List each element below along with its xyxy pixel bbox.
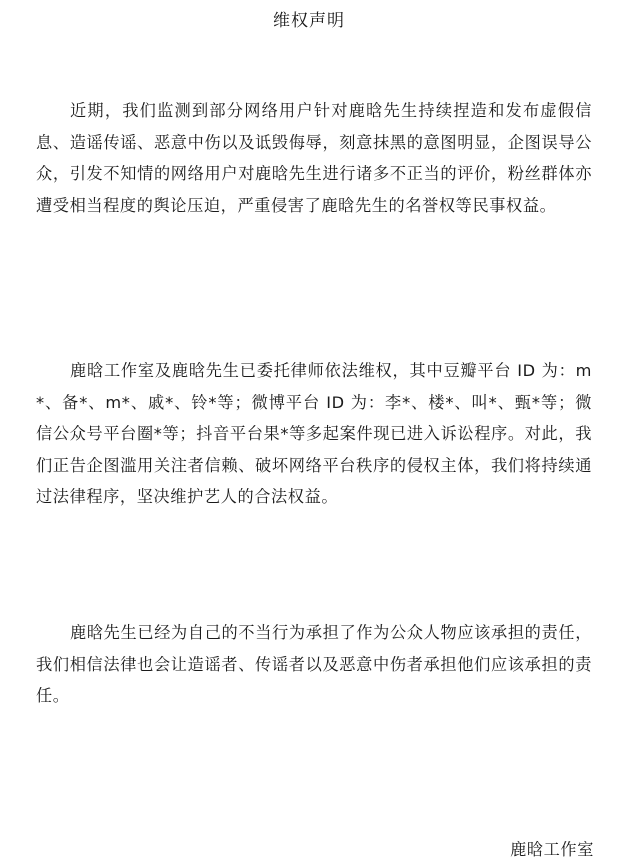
paragraph-responsibility: 鹿晗先生已经为自己的不当行为承担了作为公众人物应该承担的责任，我们相信法律也会让造谣者、传谣者以及恶意中伤者承担他们应该承担的责任。 [36, 623, 592, 706]
signature: 鹿晗工作室 [510, 840, 594, 859]
paragraph-legal-action: 鹿晗工作室及鹿晗先生已委托律师依法维权，其中豆瓣平台 ID 为：m*、备*、m*、戚*、铃*等；微博平台 ID 为：李*、楼*、叫*、甄*等；微信公众号平台圈*等；抖音平台果*等多起案件现已进入诉讼程序。对此，我们正告企图滥用关注者信赖、破坏网络平台秩序的侵权主体，我们将持续通过法律程序，坚决维护艺人的合法权益。 [36, 361, 592, 507]
paragraph-rumors: 近期，我们监测到部分网络用户针对鹿晗先生持续捏造和发布虚假信息、造谣传谣、恶意中伤以及诋毁侮辱，刻意抹黑的意图明显，企图误导公众，引发不知情的网络用户对鹿晗先生进行诸多不正当的评价，粉丝群体亦遭受相当程度的舆论压迫，严重侵害了鹿晗先生的名誉权等民事权益。 [36, 101, 592, 215]
document-title: 维权声明 [273, 11, 345, 31]
